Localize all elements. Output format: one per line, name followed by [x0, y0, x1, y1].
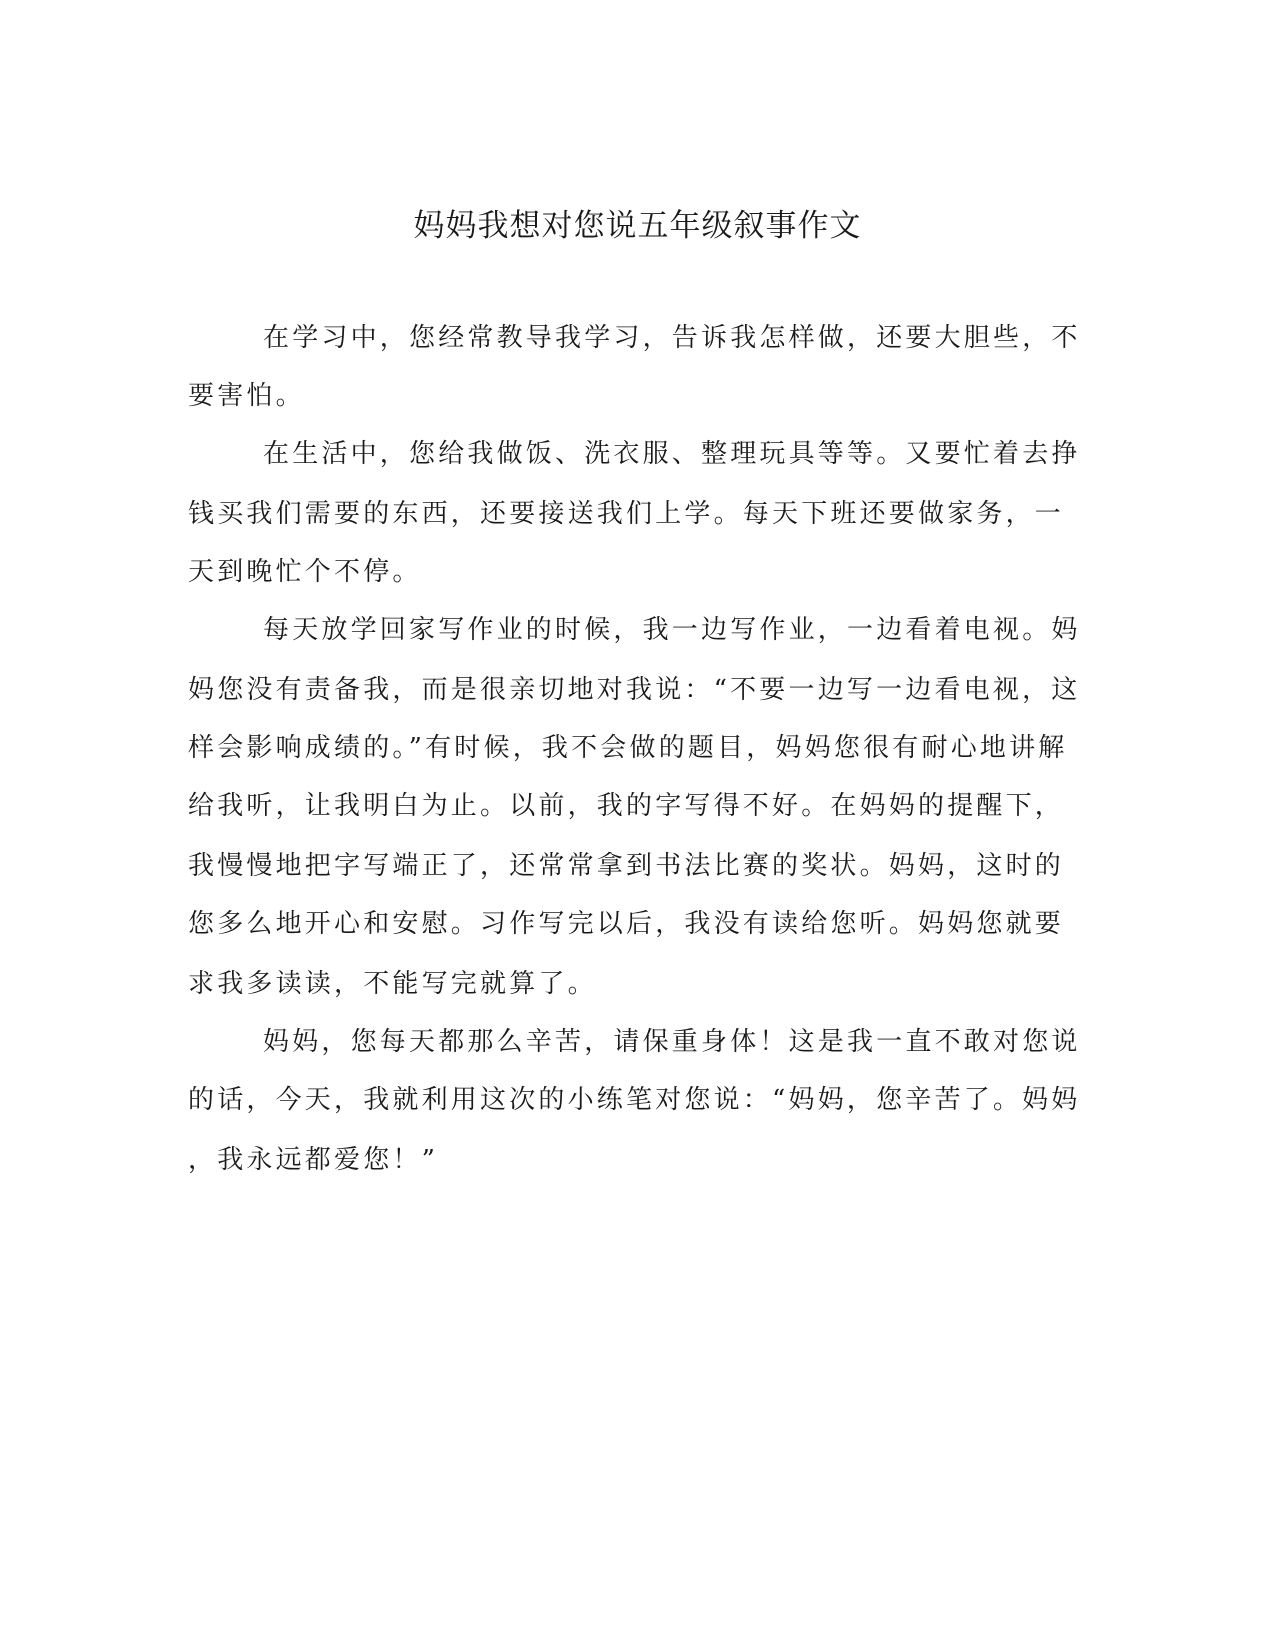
paragraph-3-line-7: 求我多读读，不能写完就算了。 [188, 969, 597, 999]
paragraph-4-line-1: 妈妈，您每天都那么辛苦，请保重身体！这是我一直不敢对您说 [263, 1027, 1081, 1057]
paragraph-3-line-6: 您多么地开心和安慰。习作写完以后，我没有读给您听。妈妈您就要 [188, 909, 1065, 939]
paragraph-3-line-3: 样会影响成绩的。”有时候，我不会做的题目，妈妈您很有耐心地讲解 [188, 733, 1068, 763]
document-title: 妈妈我想对您说五年级叙事作文 [413, 208, 862, 244]
paragraph-3-line-2: 妈您没有责备我，而是很亲切地对我说：“不要一边写一边看电视，这 [188, 675, 1081, 705]
paragraph-1-line-1: 在学习中，您经常教导我学习，告诉我怎样做，还要大胆些，不 [263, 323, 1081, 353]
paragraph-3-line-1: 每天放学回家写作业的时候，我一边写作业，一边看着电视。妈 [263, 615, 1081, 645]
paragraph-3-line-5: 我慢慢地把字写端正了，还常常拿到书法比赛的奖状。妈妈，这时的 [188, 851, 1065, 881]
paragraph-2-line-1: 在生活中，您给我做饭、洗衣服、整理玩具等等。又要忙着去挣 [263, 439, 1081, 469]
paragraph-3-line-4: 给我听，让我明白为止。以前，我的字写得不好。在妈妈的提醒下， [188, 791, 1065, 821]
paragraph-1-line-2: 要害怕。 [188, 381, 305, 411]
paragraph-4-line-2: 的话，今天，我就利用这次的小练笔对您说：“妈妈，您辛苦了。妈妈 [188, 1085, 1081, 1115]
paragraph-4-line-3: ，我永远都爱您！” [188, 1145, 439, 1175]
paragraph-2-line-3: 天到晚忙个不停。 [188, 557, 422, 587]
paragraph-2-line-2: 钱买我们需要的东西，还要接送我们上学。每天下班还要做家务，一 [188, 499, 1065, 529]
